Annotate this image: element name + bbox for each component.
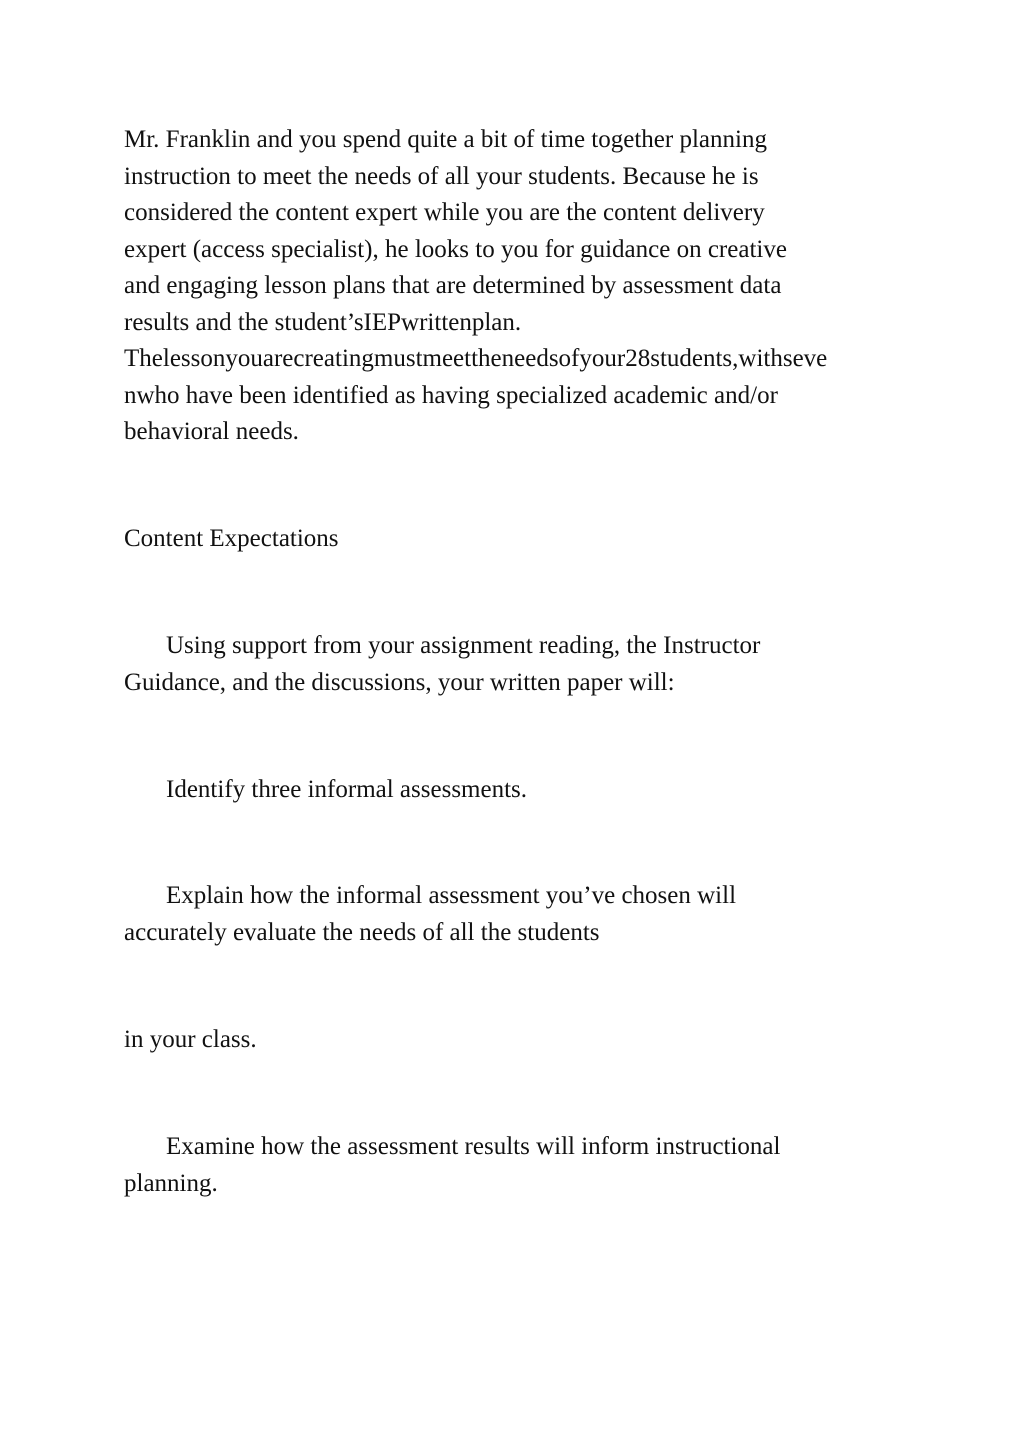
intro-line-2: instruction to meet the needs of all your students. Because he is	[124, 163, 759, 190]
item-explain-line-2: accurately evaluate the needs of all the students	[124, 919, 600, 946]
intro-line-7: Thelessonyouarecreatingmustmeettheneedsofyour28students,withseve	[124, 345, 828, 372]
intro-line-4: expert (access specialist), he looks to you for guidance on creative	[124, 236, 787, 263]
item-examine-line-1: Examine how the assessment results will inform instructional	[166, 1133, 781, 1160]
item-explain-line-1: Explain how the informal assessment you’ve chosen will	[166, 882, 737, 909]
intro-line-9: behavioral needs.	[124, 418, 299, 445]
item-explain-continued: in your class.	[124, 1026, 257, 1053]
support-line-2: Guidance, and the discussions, your written paper will:	[124, 669, 675, 696]
intro-line-1: Mr. Franklin and you spend quite a bit of time together planning	[124, 126, 767, 153]
intro-line-8: nwho have been identified as having specialized academic and/or	[124, 382, 778, 409]
intro-line-3: considered the content expert while you are the content delivery	[124, 199, 765, 226]
item-identify: Identify three informal assessments.	[166, 776, 528, 803]
section-heading: Content Expectations	[124, 525, 339, 552]
support-line-1: Using support from your assignment reading, the Instructor	[166, 632, 761, 659]
intro-line-6: results and the student’sIEPwrittenplan.	[124, 309, 522, 336]
item-examine-line-2: planning.	[124, 1170, 218, 1197]
intro-line-5: and engaging lesson plans that are determined by assessment data	[124, 272, 782, 299]
